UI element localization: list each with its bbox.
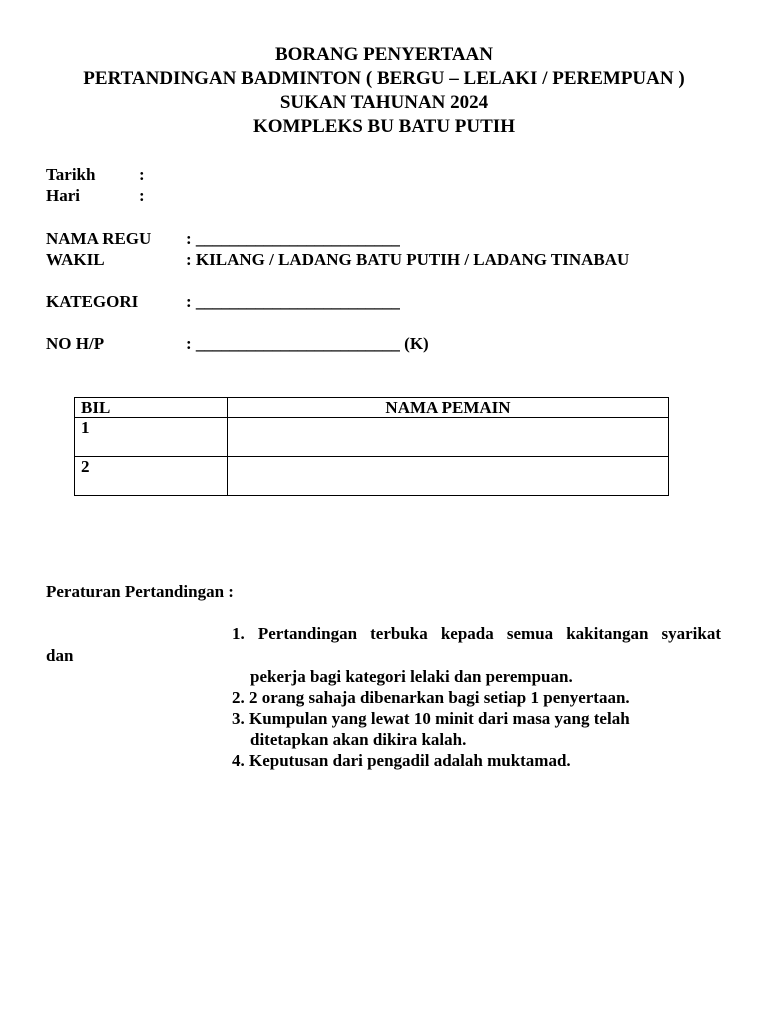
category-label: KATEGORI [46, 292, 139, 311]
team-name-label: NAMA REGU [46, 229, 152, 248]
column-header-bil: BIL [75, 398, 228, 418]
category-field[interactable]: : ________________________ [186, 292, 400, 311]
rule-3-continuation: ditetapkan akan dikira kalah. [250, 730, 467, 749]
rule-3: 3. Kumpulan yang lewat 10 minit dari masa yang telah [232, 709, 630, 728]
rule-1-text: 1. Pertandingan terbuka kepada semua kakitangan syarikat [232, 624, 721, 643]
venue-title: KOMPLEKS BU BATU PUTIH [253, 116, 515, 137]
event-year: SUKAN TAHUNAN 2024 [279, 92, 489, 113]
players-table [74, 397, 669, 496]
representative-label: WAKIL [46, 250, 105, 269]
phone-field[interactable]: : ________________________ (K) [186, 334, 429, 353]
day-label: Hari [46, 186, 80, 205]
rule-2: 2. 2 orang sahaja dibenarkan bagi setiap 1 penyertaan. [232, 688, 630, 707]
date-label: Tarikh [46, 165, 96, 184]
day-colon: : [139, 186, 145, 205]
player-name-cell[interactable] [228, 418, 669, 457]
rule-1-continuation: pekerja bagi kategori lelaki dan perempuan. [250, 667, 573, 686]
row-number: 1 [75, 418, 228, 457]
event-title: PERTANDINGAN BADMINTON ( BERGU – LELAKI / PEREMPUAN ) [83, 68, 685, 89]
rule-1-line [46, 623, 721, 644]
phone-label: NO H/P [46, 334, 105, 353]
column-header-nama-pemain: NAMA PEMAIN [228, 398, 669, 418]
rule-4: 4. Keputusan dari pengadil adalah muktamad. [232, 751, 571, 770]
representative-options: : KILANG / LADANG BATU PUTIH / LADANG TINABAU [186, 250, 630, 269]
table-header-row [75, 398, 669, 418]
date-colon: : [139, 165, 145, 184]
team-name-field[interactable]: : ________________________ [186, 229, 400, 248]
rules-heading: Peraturan Pertandingan : [46, 582, 234, 601]
table-row [75, 457, 669, 496]
form-title: BORANG PENYERTAAN [274, 44, 494, 65]
player-name-cell[interactable] [228, 457, 669, 496]
table-row [75, 418, 669, 457]
row-number: 2 [75, 457, 228, 496]
rule-1-wrap: dan [46, 646, 74, 665]
